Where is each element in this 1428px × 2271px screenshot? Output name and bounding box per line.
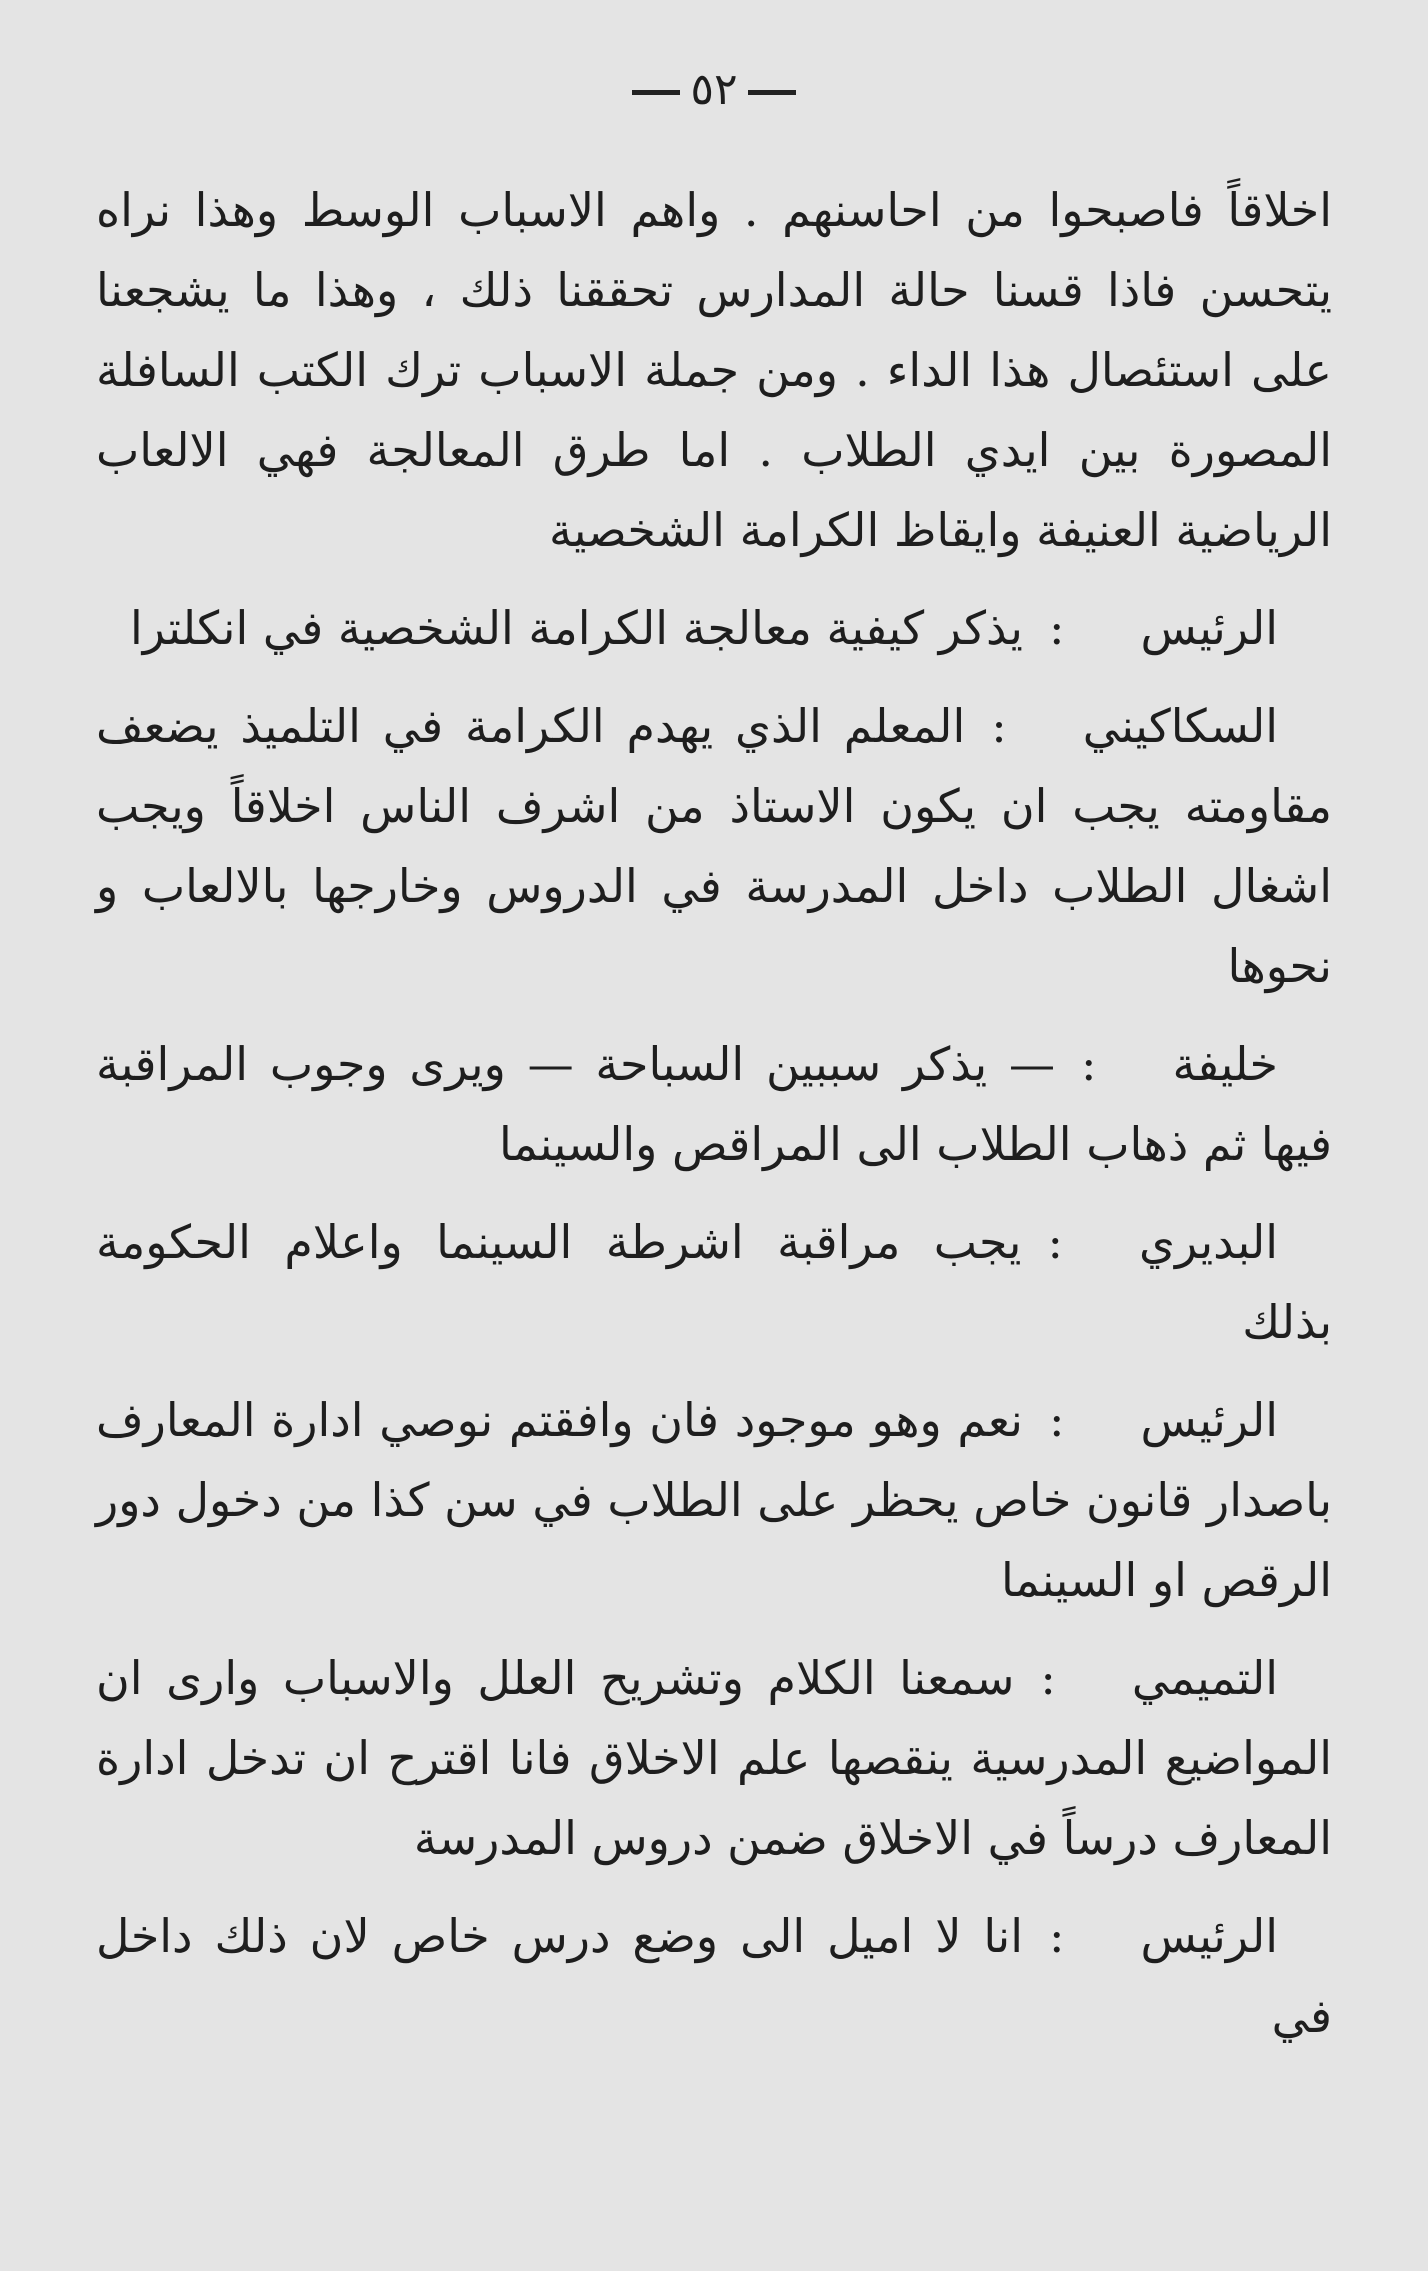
page-header [96, 60, 1332, 170]
page-body [96, 170, 1332, 2056]
speaker-separator: : [1048, 1909, 1065, 1963]
paragraph-text: انا لا اميل الى وضع درس خاص لان ذلك داخل في [96, 1909, 1332, 2043]
paragraph [96, 1638, 1332, 1878]
speaker-name: التميمي [1131, 1651, 1278, 1705]
paragraph [96, 1024, 1332, 1184]
paragraph-text: — يذكر سببين السباحة — ويرى وجوب المراقبة فيها ثم ذهاب الطلاب الى المراقص والسينما [96, 1037, 1332, 1171]
speaker-separator: : [991, 699, 1007, 753]
paragraph-text: المعلم الذي يهدم الكرامة في التلميذ يضعف مقاومته يجب ان يكون الاستاذ من اشرف الناس اخلاقاً ويجب اشغال الطلاب داخل المدرسة في الدروس وخارجها بالالعاب و نحوها [96, 699, 1332, 993]
paragraph [96, 1380, 1332, 1620]
speaker-name: خليفة [1172, 1037, 1278, 1091]
paragraph-text: نعم وهو موجود فان وافقتم نوصي ادارة المعارف باصدار قانون خاص يحظر على الطلاب في سن كذا من دخول دور الرقص او السينما [96, 1393, 1332, 1607]
speaker-name: الرئيس [1140, 601, 1278, 655]
paragraph [96, 1202, 1332, 1362]
paragraph [96, 1896, 1332, 2056]
speaker-name: الرئيس [1140, 1909, 1278, 1963]
paragraph-text: يذكر كيفية معالجة الكرامة الشخصية في انكلترا [130, 601, 1023, 655]
paragraph [96, 686, 1332, 1006]
speaker-separator: : [1081, 1037, 1097, 1091]
paragraph [96, 588, 1332, 668]
speaker-name: البديري [1138, 1215, 1278, 1269]
header-dash-right [748, 90, 796, 95]
speaker-separator: : [1048, 601, 1065, 655]
header-dash-left [632, 90, 680, 95]
speaker-separator: : [1040, 1651, 1056, 1705]
paragraph [96, 170, 1332, 570]
speaker-name: السكاكيني [1082, 699, 1278, 753]
paragraph-text: يجب مراقبة اشرطة السينما واعلام الحكومة بذلك [96, 1215, 1332, 1349]
speaker-name: الرئيس [1140, 1393, 1278, 1447]
paragraph-text: اخلاقاً فاصبحوا من احاسنهم . واهم الاسباب الوسط وهذا نراه يتحسن فاذا قسنا حالة المدارس تحققنا ذلك ، وهذا ما يشجعنا على استئصال هذا الداء . ومن جملة الاسباب ترك الكتب السافلة المصورة بين ايدي الطلاب . اما طرق المعالجة فهي الالعاب الرياضية العنيفة وايقاظ الكرامة الشخصية [96, 183, 1332, 557]
paragraph-text: سمعنا الكلام وتشريح العلل والاسباب وارى ان المواضيع المدرسية ينقصها علم الاخلاق فانا اقترح ان تدخل ادارة المعارف درساً في الاخلاق ضمن دروس المدرسة [96, 1651, 1332, 1865]
speaker-separator: : [1048, 1393, 1065, 1447]
page-number: ٥٢ [690, 64, 738, 115]
speaker-separator: : [1047, 1215, 1063, 1269]
